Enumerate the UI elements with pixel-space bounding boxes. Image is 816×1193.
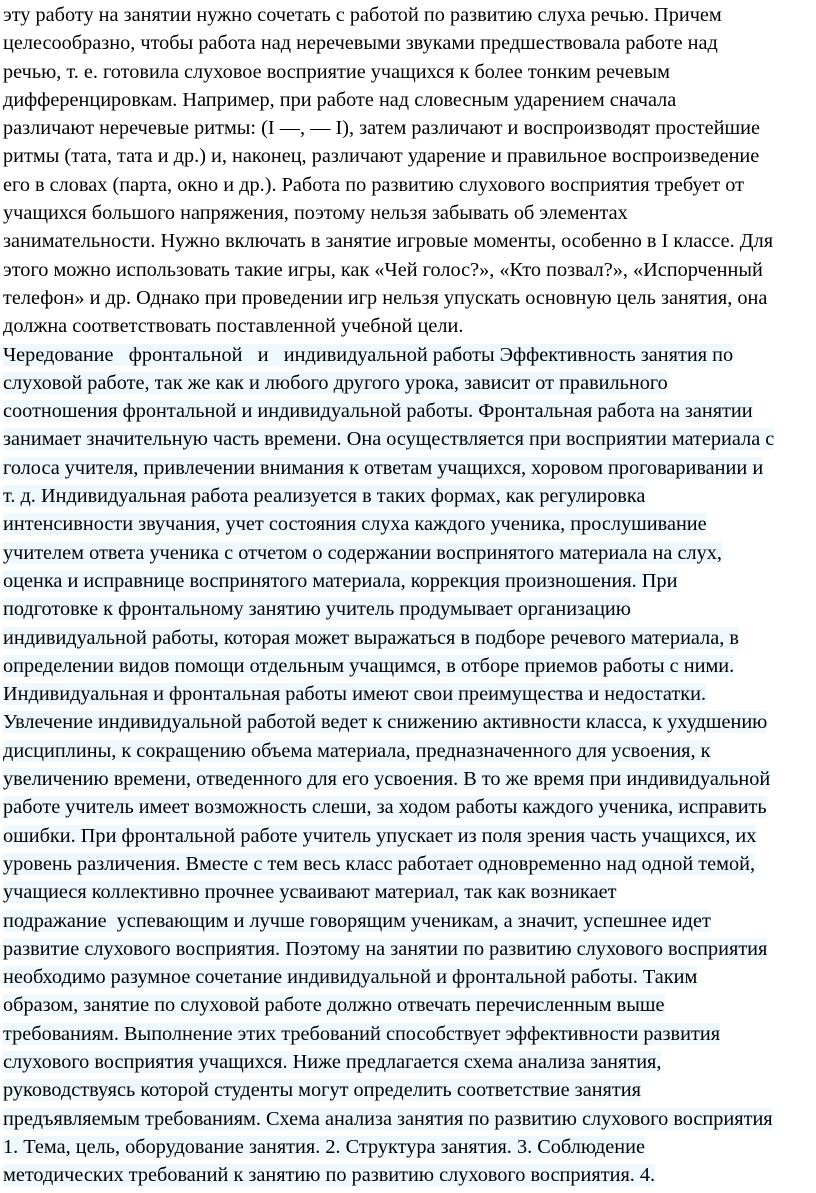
text-line [3,1133,816,1161]
text-line [3,737,816,765]
text-line [3,114,816,142]
text-line-content: интенсивности звучания, учет состояния слуха каждого ученика, прослушивание [3,513,707,536]
text-line-content: учащихся большого напряжения, поэтому нельзя забывать об элементах [3,202,628,225]
text-line-content: должна соответствовать поставленной учебной цели. [3,315,464,338]
text-line [3,708,816,736]
text-line [3,878,816,906]
text-line-content: развитие слухового восприятия. Поэтому на занятии по развитию слухового восприятия [3,937,768,960]
text-line [3,256,816,284]
text-line-content: слухового восприятия учащихся. Ниже предлагается схема анализа занятия, [3,1050,662,1073]
text-line [3,567,816,595]
text-line [3,284,816,312]
text-line [3,850,816,878]
text-line-content: дифференцировкам. Например, при работе над словесным ударением сначала [3,88,677,111]
text-line-content: Увлечение индивидуальной работой ведет к снижению активности класса, к ухудшению [3,711,768,734]
text-line-content: различают неречевые ритмы: (I —, — I), затем различают и воспроизводят простейшие [3,117,760,140]
text-line-content: учащиеся коллективно прочнее усваивают материал, так как возникает [3,881,617,904]
text-line-content: учителем ответа ученика с отчетом о содержании воспринятого материала на слух, [3,541,722,564]
text-line-content: работе учитель имеет возможность слеши, за ходом работы каждого ученика, исправить [3,796,767,819]
text-line-content: этого можно использовать такие игры, как «Чей голос?», «Кто позвал?», «Испорченный [3,258,763,281]
text-line [3,963,816,991]
text-line-content: соотношения фронтальной и индивидуальной работы. Фронтальная работа на занятии [3,400,753,423]
text-line-content: речью, т. е. готовила слуховое восприятие учащихся к более тонким речевым [3,60,670,83]
text-line [3,369,816,397]
text-line-content: дисциплины, к сокращению объема материала, предназначенного для усвоения, к [3,739,711,762]
text-line-content: увеличению времени, отведенного для его усвоения. В то же время при индивидуальной [3,768,771,791]
text-line [3,1161,816,1189]
text-line-content: уровень различения. Вместе с тем весь класс работает одновременно над одной темой, [3,852,756,875]
text-line-content: образом, занятие по слуховой работе должно отвечать перечисленным выше [3,994,665,1017]
text-line-content: телефон» и др. Однако при проведении игр нельзя упускать основную цель занятия, она [3,286,768,309]
text-line-content: определении видов помощи отдельным учащимся, в отборе приемов работы с ними. [3,654,735,677]
text-line [3,991,816,1019]
text-line [3,1076,816,1104]
text-line [3,765,816,793]
text-line [3,539,816,567]
text-line-content: ошибки. При фронтальной работе учитель упускает из поля зрения часть учащихся, их [3,824,757,847]
text-line [3,1020,816,1048]
text-line [3,341,816,369]
text-line-content: предъявляемым требованиям. Схема анализа занятия по развитию слухового восприятия [3,1107,773,1130]
text-line [3,171,816,199]
text-line-content: Индивидуальная и фронтальная работы имеют свои преимущества и недостатки. [3,683,707,706]
text-line-content: руководствуясь которой студенты могут определить соответствие занятия [3,1079,641,1102]
text-line [3,793,816,821]
document-text-body [3,1,816,1189]
text-line [3,199,816,227]
text-line-content: необходимо разумное сочетание индивидуальной и фронтальной работы. Таким [3,966,698,989]
text-line-content: требованиям. Выполнение этих требований способствует эффективности развития [3,1022,721,1045]
text-line-content: его в словах (парта, окно и др.). Работа по развитию слухового восприятия требует от [3,173,744,196]
text-line [3,58,816,86]
text-line [3,935,816,963]
text-line [3,397,816,425]
text-line-content: т. д. Индивидуальная работа реализуется в таких формах, как регулировка [3,485,646,508]
text-line [3,312,816,340]
text-line-content: занимательности. Нужно включать в занятие игровые моменты, особенно в I классе. Для [3,230,774,253]
text-line [3,1048,816,1076]
text-line [3,29,816,57]
text-line [3,652,816,680]
text-line-content: Чередование фронтальной и индивидуальной работы Эффективность занятия по [3,343,734,366]
text-line [3,624,816,652]
text-line [3,227,816,255]
text-line [3,1,816,29]
text-line-content: голоса учителя, привлечении внимания к ответам учащихся, хоровом проговаривании и [3,456,764,479]
text-line [3,454,816,482]
text-line-content: подготовке к фронтальному занятию учитель продумывает организацию [3,598,631,621]
text-line-content: оценка и исправнице воспринятого материала, коррекция произношения. При [3,569,678,592]
text-line-content: занимает значительную часть времени. Она осуществляется при восприятии материала с [3,428,775,451]
text-line-content: целесообразно, чтобы работа над неречевыми звуками предшествовала работе над [3,32,718,55]
text-line [3,907,816,935]
text-line [3,680,816,708]
text-line-content: ритмы (тата, тата и др.) и, наконец, различают ударение и правильное воспроизведение [3,145,760,168]
text-line [3,482,816,510]
text-line [3,822,816,850]
text-line-content: подражание успевающим и лучше говорящим ученикам, а значит, успешнее идет [3,909,711,932]
text-line [3,142,816,170]
text-line [3,86,816,114]
text-line-content: слуховой работе, так же как и любого другого урока, зависит от правильного [3,371,668,394]
text-line-content: эту работу на занятии нужно сочетать с работой по развитию слуха речью. Причем [3,4,722,26]
text-line [3,425,816,453]
text-line [3,1105,816,1133]
text-line-content: индивидуальной работы, которая может выражаться в подборе речевого материала, в [3,626,739,649]
text-line [3,595,816,623]
text-line-content: методических требований к занятию по развитию слухового восприятия. 4. [3,1164,656,1187]
text-line-content: 1. Тема, цель, оборудование занятия. 2. Структура занятия. 3. Соблюдение [3,1135,645,1158]
text-line [3,510,816,538]
